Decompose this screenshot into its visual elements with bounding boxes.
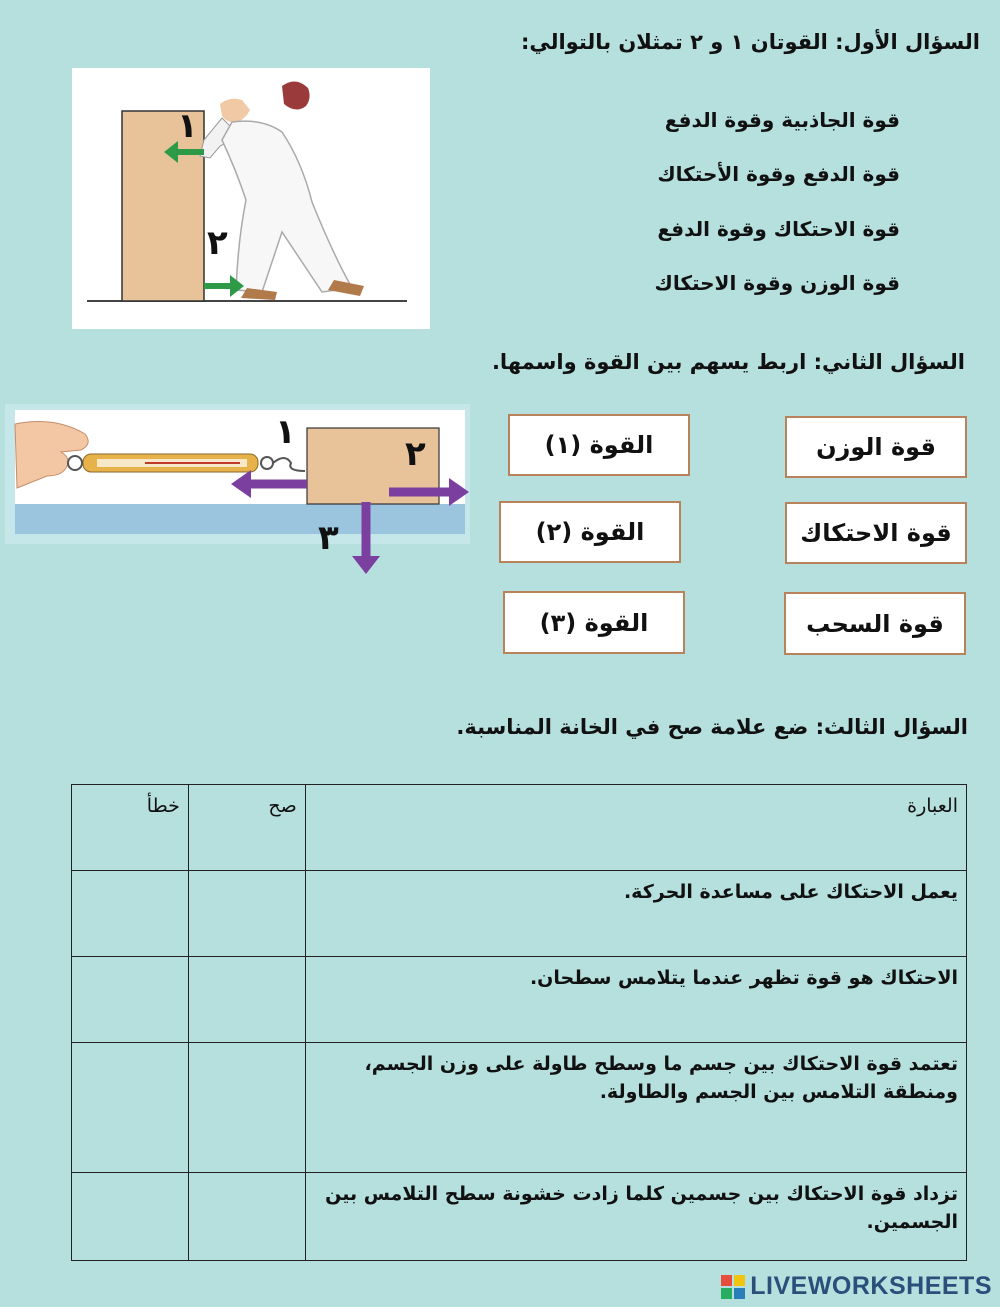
true-cell-4[interactable]	[188, 1173, 305, 1261]
q1-option-2[interactable]: قوة الدفع وقوة الأحتكاك	[657, 162, 900, 186]
q2-label-1: ١	[275, 412, 296, 452]
q1-image	[72, 68, 430, 329]
statement-4: تزداد قوة الاحتكاك بين جسمين كلما زادت خشونة سطح التلامس بين الجسمين.	[305, 1173, 966, 1261]
q2-arrow-3-head	[340, 540, 390, 578]
true-cell-1[interactable]	[188, 871, 305, 957]
statement-2: الاحتكاك هو قوة تظهر عندما يتلامس سطحان.	[305, 957, 966, 1043]
q2-label-3: ٣	[318, 518, 339, 558]
false-cell-2[interactable]	[72, 957, 189, 1043]
q3-title: السؤال الثالث: ضع علامة صح في الخانة المناسبة.	[456, 715, 968, 739]
force-box-3[interactable]: القوة (٣)	[503, 591, 685, 654]
table-row	[72, 1173, 967, 1261]
true-false-table	[71, 784, 967, 1261]
statement-1: يعمل الاحتكاك على مساعدة الحركة.	[305, 871, 966, 957]
header-false: خطأ	[72, 785, 189, 871]
force-box-2[interactable]: القوة (٢)	[499, 501, 681, 563]
header-statement: العبارة	[305, 785, 966, 871]
true-cell-2[interactable]	[188, 957, 305, 1043]
liveworksheets-logo[interactable]	[720, 1272, 992, 1301]
q1-option-4[interactable]: قوة الوزن وقوة الاحتكاك	[654, 271, 900, 295]
force-box-1[interactable]: القوة (١)	[508, 414, 690, 476]
table-header-row	[72, 785, 967, 871]
false-cell-1[interactable]	[72, 871, 189, 957]
q2-image	[5, 404, 470, 544]
statement-3: تعتمد قوة الاحتكاك بين جسم ما وسطح طاولة على وزن الجسم، ومنطقة التلامس بين الجسم والطاولة.	[305, 1043, 966, 1173]
q1-title: السؤال الأول: القوتان ١ و ٢ تمثلان بالتوالي:	[520, 30, 980, 54]
q1-option-3[interactable]: قوة الاحتكاك وقوة الدفع	[657, 217, 900, 241]
q1-label-2: ٢	[207, 223, 228, 263]
name-box-pull[interactable]: قوة السحب	[784, 592, 966, 655]
table-row	[72, 871, 967, 957]
true-cell-3[interactable]	[188, 1043, 305, 1173]
false-cell-3[interactable]	[72, 1043, 189, 1173]
table-row	[72, 957, 967, 1043]
q1-option-1[interactable]: قوة الجاذبية وقوة الدفع	[664, 108, 900, 132]
table-row	[72, 1043, 967, 1173]
false-cell-4[interactable]	[72, 1173, 189, 1261]
name-box-weight[interactable]: قوة الوزن	[785, 416, 967, 478]
liveworksheets-logo-icon	[720, 1274, 746, 1300]
q1-label-1: ١	[177, 106, 198, 146]
name-box-friction[interactable]: قوة الاحتكاك	[785, 502, 967, 564]
q2-title: السؤال الثاني: اربط يسهم بين القوة واسمها.	[491, 350, 965, 374]
liveworksheets-logo-text: LIVEWORKSHEETS	[750, 1272, 992, 1300]
header-true: صح	[188, 785, 305, 871]
q2-label-2: ٢	[405, 434, 426, 474]
